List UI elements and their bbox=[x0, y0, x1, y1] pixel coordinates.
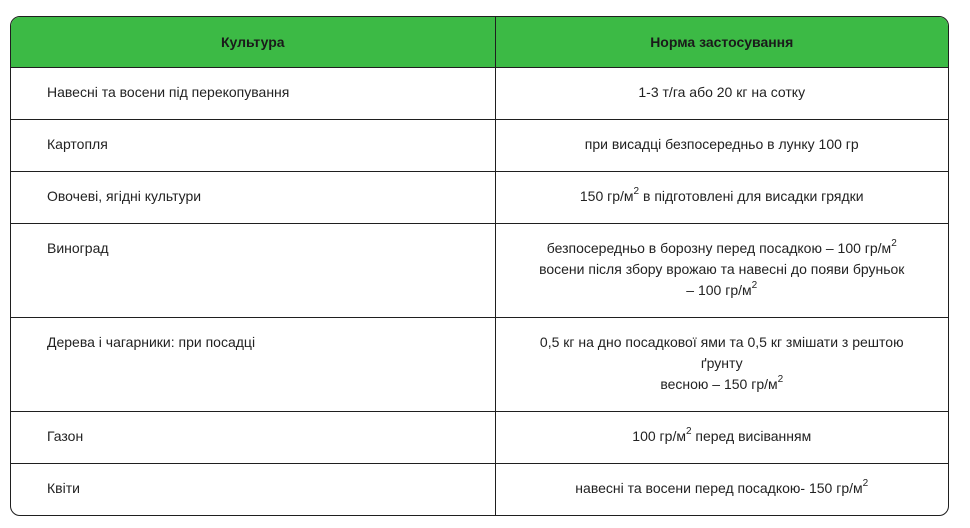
rate-line bbox=[510, 280, 935, 301]
rate-line bbox=[510, 426, 935, 447]
rate-text-continued: перед висіванням bbox=[691, 428, 812, 444]
crop-cell: Картопля bbox=[11, 120, 495, 172]
rate-text: ґрунту bbox=[700, 355, 743, 371]
table-row bbox=[11, 464, 948, 516]
table-body bbox=[11, 68, 948, 516]
crop-cell: Овочеві, ягідні культури bbox=[11, 172, 495, 224]
rate-text: 100 гр/м bbox=[632, 428, 686, 444]
rate-line bbox=[510, 186, 935, 207]
unit-superscript: 2 bbox=[891, 238, 897, 250]
rate-cell bbox=[495, 412, 948, 464]
header-row bbox=[11, 17, 948, 68]
rate-text: при висадці безпосередньо в лунку 100 гр bbox=[584, 136, 859, 152]
rate-line bbox=[510, 353, 935, 374]
unit-superscript: 2 bbox=[751, 280, 758, 292]
rate-text: безпосередньо в борозну перед посадкою – 100 гр/м bbox=[546, 240, 892, 256]
rate-text: весною – 150 гр/м bbox=[660, 376, 778, 392]
rate-cell bbox=[495, 68, 948, 120]
table-row bbox=[11, 224, 948, 318]
rate-line bbox=[510, 82, 935, 103]
rate-text: 0,5 кг на дно посадкової ями та 0,5 кг змішати з рештою bbox=[539, 334, 904, 350]
crop-cell: Квіти bbox=[11, 464, 495, 516]
rate-text: восени після збору врожаю та навесні до появи бруньок bbox=[539, 261, 905, 277]
table-row bbox=[11, 318, 948, 412]
table-row bbox=[11, 172, 948, 224]
header-rate: Норма застосування bbox=[495, 17, 948, 68]
rate-cell bbox=[495, 318, 948, 412]
crop-cell: Виноград bbox=[11, 224, 495, 318]
rate-line bbox=[510, 332, 935, 353]
table-row bbox=[11, 68, 948, 120]
rate-text: 150 гр/м bbox=[579, 188, 634, 204]
table-row bbox=[11, 412, 948, 464]
rate-cell bbox=[495, 172, 948, 224]
rate-cell bbox=[495, 120, 948, 172]
rate-line bbox=[510, 259, 935, 280]
rate-line bbox=[510, 478, 935, 499]
header-crop: Культура bbox=[11, 17, 495, 68]
rate-text: – 100 гр/м bbox=[686, 282, 752, 298]
crop-cell: Навесні та восени під перекопування bbox=[11, 68, 495, 120]
rate-table bbox=[11, 17, 948, 515]
rate-text: 1-3 т/га або 20 кг на сотку bbox=[638, 84, 806, 100]
unit-superscript: 2 bbox=[862, 478, 869, 490]
table-row bbox=[11, 120, 948, 172]
rate-cell bbox=[495, 224, 948, 318]
rate-line bbox=[510, 238, 935, 259]
crop-cell: Газон bbox=[11, 412, 495, 464]
rate-text-continued: в підготовлені для висадки грядки bbox=[639, 188, 864, 204]
application-rate-table bbox=[10, 16, 949, 516]
unit-superscript: 2 bbox=[685, 426, 692, 438]
rate-text: навесні та восени перед посадкою- 150 гр/м bbox=[575, 480, 863, 496]
rate-cell bbox=[495, 464, 948, 516]
crop-cell: Дерева і чагарники: при посадці bbox=[11, 318, 495, 412]
table-header bbox=[11, 17, 948, 68]
rate-line bbox=[510, 374, 935, 395]
unit-superscript: 2 bbox=[777, 374, 784, 386]
unit-superscript: 2 bbox=[633, 186, 640, 198]
rate-line bbox=[510, 134, 935, 155]
